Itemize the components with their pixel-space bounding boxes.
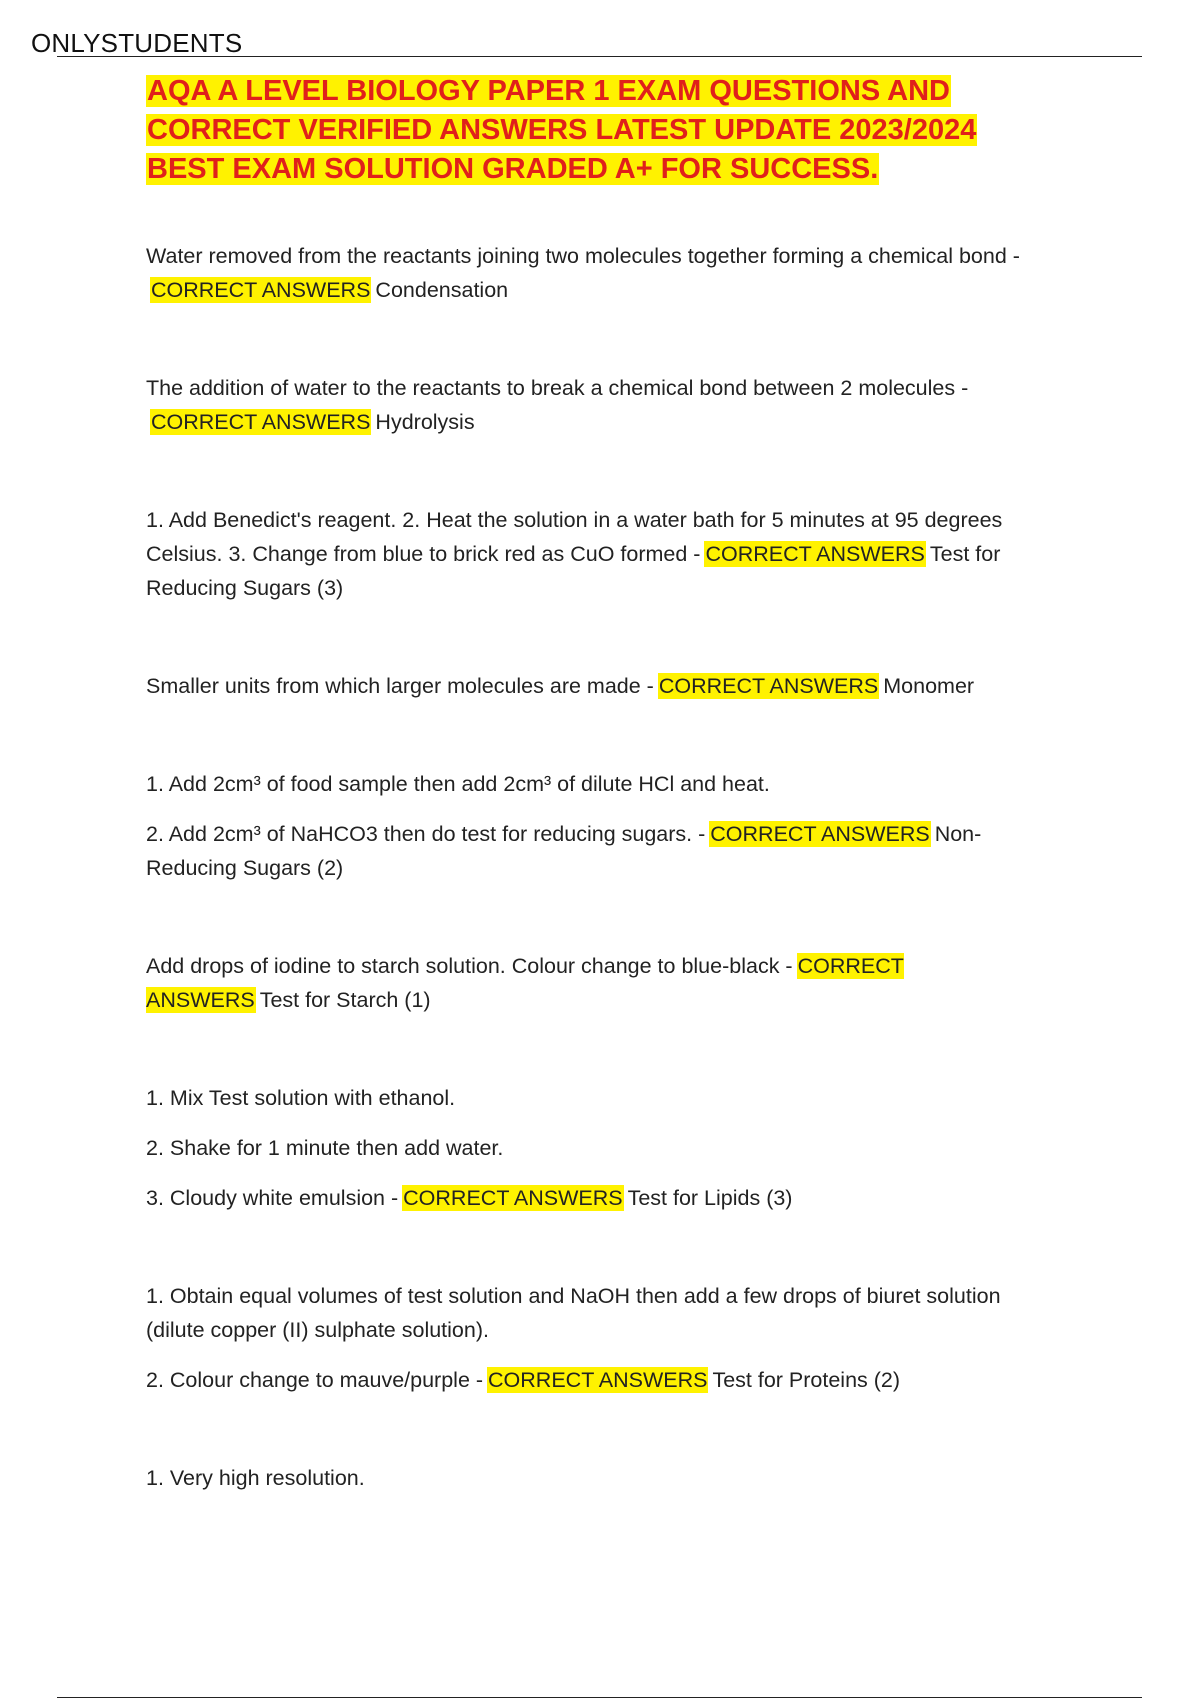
qa-step: 1. Mix Test solution with ethanol. — [146, 1086, 456, 1110]
header-rule — [57, 56, 1142, 57]
qa-prompt: 2. Add 2cm³ of NaHCO3 then do test for reducing sugars. - — [146, 822, 706, 846]
qa-answer: Hydrolysis — [375, 410, 475, 434]
qa-question — [146, 1181, 1056, 1215]
answer-marker: CORRECT ANSWERS — [403, 1186, 623, 1210]
qa-item — [146, 669, 1056, 703]
answer-marker: CORRECT ANSWERS — [151, 410, 371, 434]
qa-answer: Monomer — [883, 674, 975, 698]
qa-answer: Non-Reducing Sugars (2) — [146, 822, 982, 880]
qa-answer: Condensation — [375, 278, 509, 302]
qa-step: 2. Shake for 1 minute then add water. — [146, 1136, 504, 1160]
qa-question — [146, 239, 1056, 307]
qa-prompt: Water removed from the reactants joining two molecules together forming a chemical bond - — [146, 244, 1020, 268]
qa-answer: Test for Reducing Sugars (3) — [146, 542, 1001, 600]
qa-question — [146, 503, 1056, 605]
title-highlight: AQA A LEVEL BIOLOGY PAPER 1 EXAM QUESTIONS AND CORRECT VERIFIED ANSWERS LATEST UPDATE 2023/2024 BEST EXAM SOLUTION GRADED A+ FOR SUCCESS. — [147, 75, 977, 185]
qa-item — [146, 503, 1056, 605]
qa-prompt: Smaller units from which larger molecules are made - — [146, 674, 654, 698]
answer-marker: CORRECT ANSWERS — [488, 1368, 708, 1392]
qa-prompt: 1. Very high resolution. — [146, 1466, 365, 1490]
document-title — [146, 72, 1056, 189]
qa-answer: Test for Lipids (3) — [627, 1186, 793, 1210]
answer-marker: CORRECT ANSWERS — [146, 954, 904, 1012]
answer-marker: CORRECT ANSWERS — [705, 542, 925, 566]
qa-item — [146, 1081, 1056, 1215]
qa-answer: Test for Starch (1) — [259, 988, 431, 1012]
qa-question — [146, 949, 1056, 1017]
qa-prompt: 3. Cloudy white emulsion - — [146, 1186, 399, 1210]
qa-question — [146, 371, 1056, 439]
qa-answer: Test for Proteins (2) — [712, 1368, 901, 1392]
header-brand: ONLYSTUDENTS — [31, 28, 243, 58]
answer-marker: CORRECT ANSWERS — [710, 822, 930, 846]
qa-question — [146, 817, 1056, 885]
footer-rule — [57, 1697, 1142, 1698]
answer-marker: CORRECT ANSWERS — [151, 278, 371, 302]
qa-item — [146, 371, 1056, 439]
document-body — [146, 72, 1056, 1559]
qa-item — [146, 1461, 1056, 1495]
qa-question — [146, 1461, 1056, 1495]
qa-item — [146, 1279, 1056, 1397]
qa-item — [146, 949, 1056, 1017]
qa-item — [146, 239, 1056, 307]
qa-prompt: Add drops of iodine to starch solution. Colour change to blue-black - — [146, 954, 793, 978]
qa-step: 1. Obtain equal volumes of test solution and NaOH then add a few drops of biuret solution (dilute copper (II) sulphate solution). — [146, 1284, 1001, 1342]
qa-prompt: The addition of water to the reactants to break a chemical bond between 2 molecules - — [146, 376, 969, 400]
answer-marker: CORRECT ANSWERS — [658, 674, 879, 698]
qa-prompt: 2. Colour change to mauve/purple - — [146, 1368, 484, 1392]
qa-item — [146, 767, 1056, 885]
qa-prompt: 1. Add Benedict's reagent. 2. Heat the solution in a water bath for 5 minutes at 95 degrees Celsius. 3. Change from blue to brick red as CuO formed - — [146, 508, 1003, 566]
qa-question — [146, 1363, 1056, 1397]
qa-step: 1. Add 2cm³ of food sample then add 2cm³ of dilute HCl and heat. — [146, 772, 770, 796]
qa-question — [146, 669, 1056, 703]
